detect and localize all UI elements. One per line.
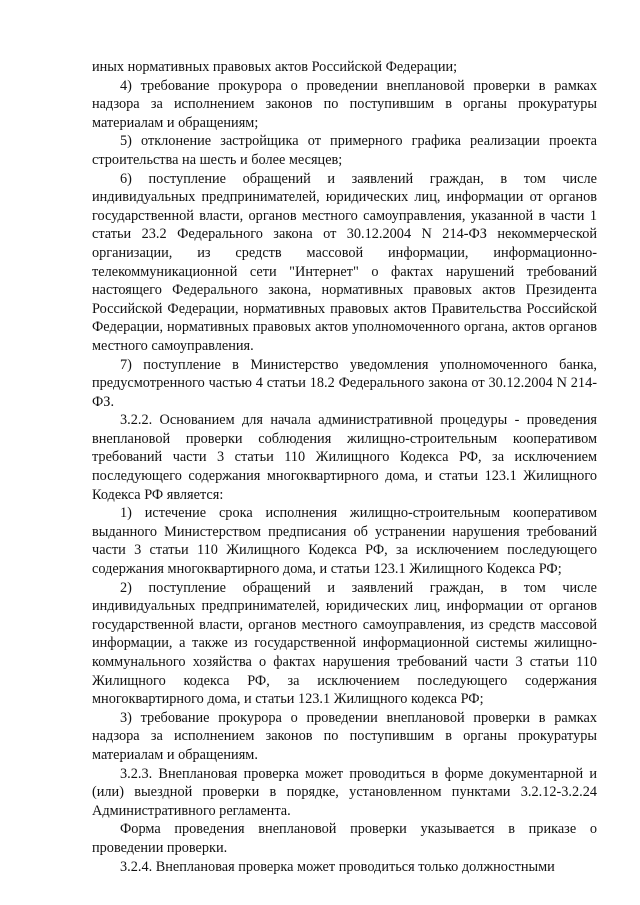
paragraph-section-3-2-2: 3.2.2. Основанием для начала административной процедуры - проведения внеплановой проверки соблюдения жилищно-строительным кооперативом требований части 3 статьи 110 Жилищного Кодекса РФ, за исключением последующего содержания многоквартирного дома, и статьи 123.1 Жилищного Кодекса РФ является: [92,412,597,503]
paragraph-item-2-complaints: 2) поступление обращений и заявлений граждан, в том числе индивидуальных предпринимателей, юридических лиц, информации от органов государственной власти, органов местного самоуправления, из средств массовой информации, а также из государственной информационной системы жилищно-коммунального хозяйства о фактах нарушения требований части 3 статьи 110 Жилищного кодекса РФ, за исключением последующего содержания многоквартирного дома, и статьи 123.1 Жилищного кодекса РФ; [92,579,597,708]
paragraph-section-3-2-4: 3.2.4. Внеплановая проверка может проводиться только должностными [120,858,555,875]
paragraph-item-3-prosecutor: 3) требование прокурора о проведении внеплановой проверки в рамках надзора за исполнением законов по поступившим в органы прокуратуры материалам и обращениям. [92,709,597,763]
document-page [92,58,597,876]
paragraph-item-5-schedule: 5) отклонение застройщика от примерного графика реализации проекта строительства на шесть и более месяцев; [92,133,597,168]
paragraph-section-3-2-3: 3.2.3. Внеплановая проверка может проводиться в форме документарной и (или) выездной проверки в порядке, установленном пунктами 3.2.12-3.2.24 Административного регламента. [92,765,597,819]
paragraph-continuation: иных нормативных правовых актов Российской Федерации; [92,59,458,75]
paragraph-item-7-bank-notice: 7) поступление в Министерство уведомления уполномоченного банка, предусмотренного частью 4 статьи 18.2 Федерального закона от 30.12.2004 N 214-ФЗ. [92,356,597,410]
paragraph-item-6-complaints: 6) поступление обращений и заявлений граждан, в том числе индивидуальных предпринимателей, юридических лиц, информации от органов государственной власти, органов местного самоуправления, указанной в части 1 статьи 23.2 Федерального закона от 30.12.2004 N 214-ФЗ некоммерческой организации, из средств массовой информации, информационно-телекоммуникационной сети "Интернет" о фактах нарушений требований настоящего Федерального закона, нормативных правовых актов Президента Российской Федерации, нормативных правовых актов Правительства Российской Федерации, нормативных правовых актов уполномоченного органа, актов органов местного самоуправления. [92,170,597,354]
paragraph-inspection-form: Форма проведения внеплановой проверки указывается в приказе о проведении проверки. [92,821,597,856]
paragraph-item-1-deadline: 1) истечение срока исполнения жилищно-строительным кооперативом выданного Министерством предписания об устранении нарушения требований части 3 статьи 110 Жилищного Кодекса РФ, за исключением последующего содержания многоквартирного дома, и статьи 123.1 Жилищного Кодекса РФ; [92,505,597,578]
paragraph-item-4-prosecutor: 4) требование прокурора о проведении внеплановой проверки в рамках надзора за исполнением законов по поступившим в органы прокуратуры материалам и обращениям; [92,77,597,131]
